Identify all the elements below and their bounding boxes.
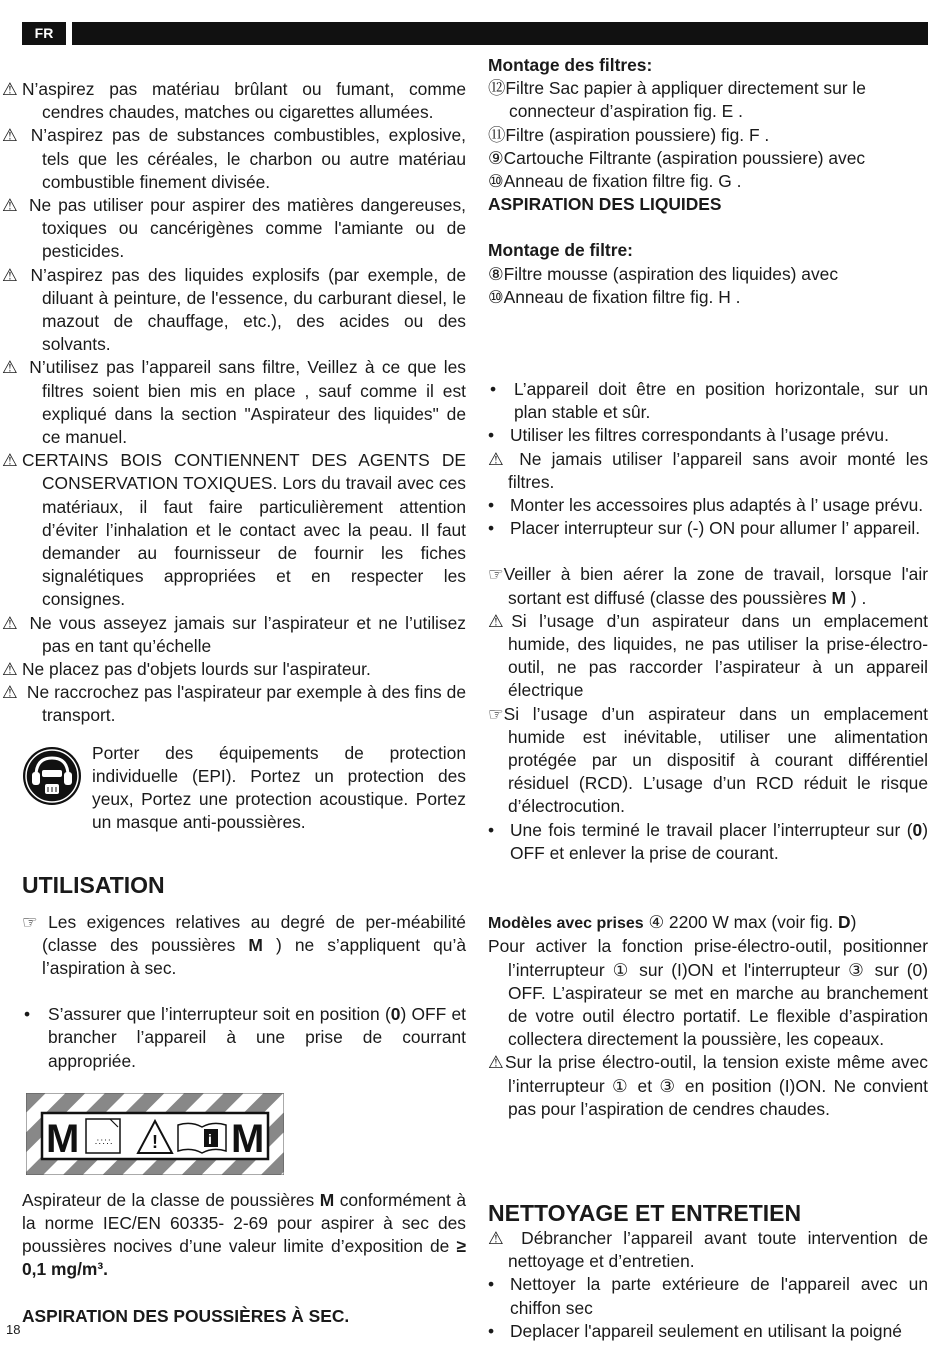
warning-item: ⚠ N’utilisez pas l’appareil sans filtre, Veillez à ce que les filtres soient bien mis en place , sauf comme il est expliqué dans la section "Aspirateur des liquides" de ce manuel. xyxy=(2,357,466,448)
left-column xyxy=(2,78,467,1328)
pointing-hand-icon: ☞ xyxy=(22,911,38,932)
bullet-item: • S’assurer que l’interrupteur soit en position (0) OFF et brancher l’appareil à une prise de courrant appropriée. xyxy=(22,1003,466,1073)
bullet-item: • Deplacer l'appareil seulement en utilisant la poigné xyxy=(488,1320,928,1343)
filter-item: ⑪Filtre (aspiration poussiere) fig. F . xyxy=(488,124,770,145)
warning-item: ⚠Si l’usage d’un aspirateur dans un emplacement humide, des liquides, ne pas utiliser la prise-électro-outil, ne pas raccorder l’aspirateur à un appareil électrique xyxy=(488,610,928,701)
filters-title: Montage des filtres: xyxy=(488,55,653,75)
filter-item: ⑨Cartouche Filtrante (aspiration poussiere) avec xyxy=(488,147,866,168)
filter-title: Montage de filtre: xyxy=(488,240,633,261)
section-title-utilisation: UTILISATION xyxy=(22,871,165,898)
filter-item: ⑫Filtre Sac papier à appliquer directement sur le connecteur d’aspiration fig. E . xyxy=(488,78,866,122)
svg-text:M: M xyxy=(46,1116,80,1161)
warning-icon: ⚠ xyxy=(488,448,509,469)
note-item: ☞Si l’usage d’un aspirateur dans un emplacement humide est inévitable, utiliser une alimentation protégée par un dispositif à courant différentiel résiduel (RCD). L’usage d’un RCD réduit le risque d’électrocution. xyxy=(488,703,928,817)
filter-item: ⑩Anneau de fixation filtre fig. H . xyxy=(488,286,741,307)
section-title-nettoyage: NETTOYAGE ET ENTRETIEN xyxy=(488,1199,802,1226)
note-item: ☞Veiller à bien aérer la zone de travail, lorsque l'air sortant est diffusé (classe des poussières M ) . xyxy=(488,564,928,608)
filter-item: ⑩Anneau de fixation filtre fig. G . xyxy=(488,171,742,192)
warning-item: ⚠ N’aspirez pas matériau brûlant ou fumant, comme cendres chaudes, matches ou cigarettes allumées. xyxy=(2,79,466,123)
dust-class-m-label xyxy=(26,1093,284,1175)
warning-item: ⚠ N’aspirez pas des liquides explosifs (par exemple, de diluant à peinture, de l'essence, du carburant diesel, le mazout de chauffage, etc.), des acides ou des solvants. xyxy=(2,264,466,355)
svg-text:∴∵∴: ∴∵∴ xyxy=(95,1136,113,1147)
warning-item: ⚠ Ne pas utiliser pour aspirer des matières dangereuses, toxiques ou cancérigènes comme l'amiante ou de pesticides. xyxy=(2,195,466,262)
note-item: ☞ Les exigences relatives au degré de per-méabilité (classe des poussières M ) ne s’appliquent qu’à l’aspiration à sec. xyxy=(22,911,467,978)
bullet-item: • L’appareil doit être en position horizontale, sur un plan stable et sûr. xyxy=(488,378,928,424)
warning-icon: ⚠ xyxy=(488,1227,510,1248)
warning-icon: ⚠ xyxy=(488,1052,505,1073)
pointing-hand-icon: ☞ xyxy=(488,564,504,585)
warning-item: ⚠Sur la prise électro-outil, la tension existe même avec l’interrupteur ① et ③ en position (I)ON. Ne convient pas pour l’aspiration de cendres chaudes. xyxy=(488,1052,928,1119)
svg-text:M: M xyxy=(231,1116,265,1161)
dust-class-text: Aspirateur de la classe de poussières M conformément à la norme IEC/EN 60335- 2-69 pour aspirer à sec des poussières nocives d’une valeur limite d’exposition de ≥ 0,1 mg/m³. xyxy=(22,1189,466,1280)
subsection-title-dry: ASPIRATION DES POUSSIÈRES À SEC. xyxy=(22,1305,350,1326)
page-number: 18 xyxy=(6,1322,21,1337)
bullet-item: • Placer interrupteur sur (-) ON pour allumer l’ appareil. xyxy=(488,517,928,540)
right-column xyxy=(488,54,928,1343)
bullet-item: • Nettoyer la parte extérieure de l'appareil avec un chiffon sec xyxy=(488,1273,928,1319)
warning-item: ⚠ N’aspirez pas de substances combustibles, explosive, tels que les céréales, le charbon ou autre matériau combustible finement divisée. xyxy=(2,125,466,192)
warning-item: ⚠ Ne raccrochez pas l'aspirateur par exemple à des fins de transport. xyxy=(2,682,466,726)
ppe-icon xyxy=(22,746,82,806)
liquids-title: ASPIRATION DES LIQUIDES xyxy=(488,194,722,215)
svg-text:i: i xyxy=(208,1130,212,1147)
bullet-item: • Une fois terminé le travail placer l’interrupteur sur (0) OFF et enlever la prise de courant. xyxy=(488,819,928,865)
warning-icon: ⚠ xyxy=(488,610,512,631)
activate-text: Pour activer la fonction prise-électro-outil, positionner l’interrupteur ① sur (I)ON et l'interrupteur ③ sur (0) OFF. L’aspirateur se met en marche au branchement de votre outil électro portatif. Le flexible d’aspiration collectera directement la poussière, les copeaux. xyxy=(488,936,928,1050)
filter-item: ⑧Filtre mousse (aspiration des liquides) avec xyxy=(488,263,839,284)
warning-item: ⚠ CERTAINS BOIS CONTIENNENT DES AGENTS DE CONSERVATION TOXIQUES. Lors du travail avec ces matériaux, il faut faire particulièrement attention d’éviter l’inhalation et le contact avec la peau. Il faut demander au fournisseur de fournir les fiches signalétiques appropriées et en respecter les consignes. xyxy=(2,450,466,610)
warning-item: ⚠ Débrancher l’appareil avant toute intervention de nettoyage et d’entretien. xyxy=(488,1227,928,1272)
ppe-notice: Porter des équipements de protection individuelle (EPI). Portez un protection des yeux, Portez une protection acoustique. Portez un masque anti-poussières. xyxy=(22,742,466,835)
pointing-hand-icon: ☞ xyxy=(488,703,504,724)
warning-item: ⚠ Ne jamais utiliser l’appareil sans avoir monté les filtres. xyxy=(488,448,929,492)
bullet-item: • Utiliser les filtres correspondants à l’usage prévu. xyxy=(488,424,928,447)
models-heading: Modèles avec prises ④ 2200 W max (voir fig. D) xyxy=(488,912,857,933)
warning-item: ⚠ Ne placez pas d'objets lourds sur l'aspirateur. xyxy=(2,659,371,680)
svg-text:!: ! xyxy=(152,1131,158,1152)
header-bar xyxy=(22,22,928,45)
language-tag: FR xyxy=(22,22,72,45)
bullet-item: • Monter les accessoires plus adaptés à l’ usage prévu. xyxy=(488,494,928,517)
warning-item: ⚠ Ne vous asseyez jamais sur l’aspirateur et ne l’utilisez pas en tant qu’échelle xyxy=(2,612,466,656)
